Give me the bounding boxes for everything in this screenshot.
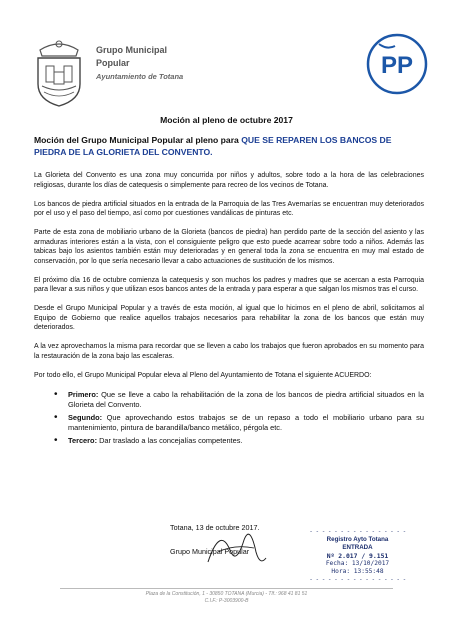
stamp-border-bottom: - - - - - - - - - - - - - - - -	[309, 576, 406, 583]
paragraph: Desde el Grupo Municipal Popular y a través de esta moción, al igual que lo hicimos en el pleno de abril, solicitamos al Equipo de Gobierno que realice aquellos trabajos necesarios para rehabilitar la zona de los bancos que están muy deteriorados.	[34, 305, 424, 331]
agreement-text: Dar traslado a las concejalías competentes.	[99, 435, 243, 445]
org-line-3: Ayuntamiento de Totana	[96, 72, 184, 81]
paragraph: Los bancos de piedra artificial situados en la entrada de la Parroquia de las Tres Avemarías se encuentran muy deteriorados por el uso y el paso del tiempo, así como por cuestiones vandálicas de pinturas etc.	[34, 200, 424, 217]
list-item	[58, 413, 424, 434]
footer-rule	[60, 588, 393, 589]
registry-stamp	[300, 528, 415, 584]
pp-party-logo-icon	[365, 32, 429, 96]
pp-logo-text: PP	[380, 52, 414, 79]
stamp-border-top: - - - - - - - - - - - - - - - -	[309, 528, 406, 535]
stamp-line-5: Hora: 13:55:48	[331, 568, 384, 575]
list-item	[58, 436, 424, 447]
footer-cif: C.I.F.: P-3003900-B	[204, 598, 249, 604]
stamp-line-1: Registro Ayto Totana	[326, 536, 389, 543]
handwritten-signature-icon	[200, 522, 270, 572]
list-item	[58, 390, 424, 411]
agreements-list	[58, 390, 424, 447]
document-body	[34, 171, 424, 448]
agreement-text: Que aprovechando estos trabajos se de un repaso a todo el mobiliario urbano para su mantenimiento, pintura de barandilla/banco metálico, pérgola etc.	[68, 412, 424, 432]
organization-name	[96, 44, 183, 83]
signature-date: Totana, 13 de octubre 2017.	[170, 523, 260, 532]
org-line-2: Popular	[96, 58, 130, 68]
stamp-line-2: ENTRADA	[342, 544, 373, 551]
agreement-label: Primero:	[68, 389, 99, 399]
org-line-1: Grupo Municipal	[96, 45, 167, 55]
subtitle-prefix: Moción del Grupo Municipal Popular al pleno para	[34, 135, 239, 145]
subtitle-highlight: QUE SE REPAREN LOS BANCOS DE PIEDRA DE LA GLORIETA DEL CONVENTO.	[34, 135, 392, 157]
document-footer	[0, 591, 453, 605]
stamp-line-4: Fecha: 13/10/2017	[325, 560, 390, 567]
signature-signer: Grupo Municipal Popular	[170, 547, 250, 556]
paragraph: Parte de esta zona de mobiliario urbano de la Glorieta (bancos de piedra) han perdido parte de la sección del asiento y las armaduras interiores están a la vista, con el consiguiente peligro que esto puede acarrear sobre todo a niños. Además las tabicas bajo los asientos también están muy deterioradas y en general toda la zona se encuentra en muy mal estado de conservación, por lo que sería necesario llevar a cabo actuaciones de sustitución de los mismos.	[34, 229, 424, 265]
paragraph: El próximo día 16 de octubre comienza la catequesis y son muchos los padres y madres que se acercan a esta Parroquia para llevar a sus niños y que utilizan esos bancos antes de la entrada y para esperar a que salgan los mismos tras el curso.	[34, 276, 424, 293]
document-subtitle	[34, 134, 424, 158]
municipal-crest-icon	[30, 36, 88, 108]
agreement-label: Segundo:	[68, 412, 103, 422]
paragraph: A la vez aprovechamos la misma para recordar que se lleven a cabo los trabajos que fueron aprobados en su momento para la restauración de la zona bajo las escaleras.	[34, 343, 424, 360]
document-title: Moción al pleno de octubre 2017	[160, 115, 293, 125]
stamp-line-3: Nº 2.017 / 9.151	[326, 552, 389, 560]
agreement-text: Que se lleve a cabo la rehabilitación de la zona de los bancos de piedra artificial situados en la Glorieta del Convento.	[68, 389, 424, 409]
paragraph: Por todo ello, el Grupo Municipal Popular eleva al Pleno del Ayuntamiento de Totana el siguiente ACUERDO:	[34, 371, 372, 379]
paragraph: La Glorieta del Convento es una zona muy concurrida por niños y adultos, sobre todo a la hora de las celebraciones religiosas, durante los días de catequesis o simplemente para recreo de los vecinos de Totana.	[34, 172, 424, 189]
agreement-label: Tercero:	[68, 435, 98, 445]
footer-address: Plaza de la Constitución, 1 - 30850 TOTANA (Murcia) - Tlf.: 968 41 81 51	[145, 591, 308, 597]
